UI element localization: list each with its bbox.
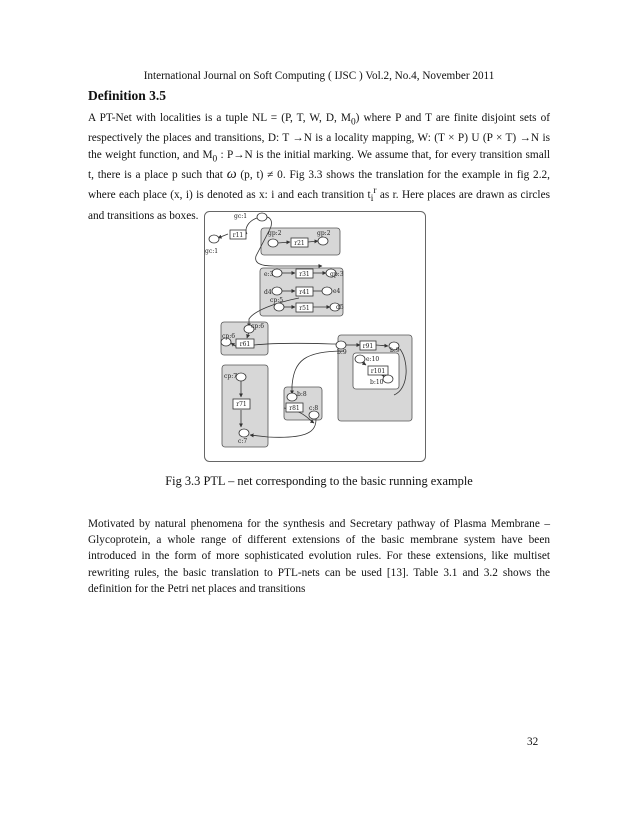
label-gp3: gp:3: [330, 271, 344, 278]
place-b8: [287, 393, 297, 401]
place-c8: [309, 411, 319, 419]
place-gp2-left: [268, 239, 278, 247]
label-r51: r51: [299, 305, 310, 312]
label-e10: e:10: [366, 356, 380, 363]
place-e3: [272, 269, 282, 277]
label-cp5: cp:5: [270, 297, 284, 304]
label-gp2-right: gp:2: [317, 230, 331, 237]
ptl-net-diagram: [204, 211, 426, 462]
figure-caption: Fig 3.3 PTL – net corresponding to the basic running example: [165, 474, 473, 488]
label-r31: r31: [299, 271, 310, 278]
place-gc1-top: [257, 213, 267, 221]
label-b10: b:10: [370, 379, 384, 386]
place-e10: [355, 355, 365, 363]
place-b9-left: [336, 341, 346, 349]
label-r71: r71: [236, 401, 247, 408]
label-gp2-left: gp:2: [268, 230, 282, 237]
place-gp2-right: [318, 237, 328, 245]
label-cp6-left: cp:6: [222, 333, 236, 340]
label-cp7: cp:7: [224, 373, 238, 380]
label-d5: d5: [336, 304, 344, 311]
label-r81: r81: [289, 405, 300, 412]
label-c8: c:8: [309, 405, 319, 412]
journal-header: International Journal on Soft Computing ( IJSC ) Vol.2, No.4, November 2011: [143, 70, 495, 82]
label-c7: c:7: [238, 438, 248, 445]
label-gc1-top: gc:1: [234, 213, 248, 220]
place-e4: [322, 287, 332, 295]
label-d4: d4: [264, 289, 272, 296]
label-b9-right: b:9: [390, 347, 400, 354]
label-r41: r41: [299, 289, 310, 296]
body-paragraph: Motivated by natural phenomena for the synthesis and Secretary pathway of Plasma Membrane – Glycoprotein, a whole range of different extensions of the basic membrane system have been introduced in the form of more sophisticated evolution rules. For these extensions, like multiset rewriting rules, the basic translation to PTL-nets can be used [13]. Table 3.1 and 3.2 shows the definition for the Petri net places and transitions: [88, 518, 550, 595]
section-heading: Definition 3.5: [88, 88, 167, 103]
label-b8: b:8: [297, 391, 307, 398]
label-gc1-left: gc:1: [205, 248, 219, 255]
label-e4: e4: [333, 288, 341, 295]
label-r21: r21: [294, 240, 305, 247]
label-r91: r91: [362, 343, 374, 350]
label-r61: r61: [239, 341, 251, 348]
page-number: 32: [527, 736, 539, 748]
place-d5: [274, 303, 284, 311]
label-cp6-top: cp:6: [251, 323, 265, 330]
definition-paragraph: A PT-Net with localities is a tuple NL = (P, T, W, D, $M_0$) where P and T are finite disjoint sets of respectively the places and transitions, D: T →N is a locality mapping, W: (T × P) U (P × T) →N is the weight function, and $M_0$ : P→N is the initial marking. We assume that, for every transition small t, there is a place p such that ω (p, t) ≠ 0. Fig 3.3 shows the translation for the example in fig 2.2, where each place (x, i) is denoted as x: i and each transition $t_i^r$ as r. Here places are drawn as circles and transitions as boxes.: [88, 112, 551, 222]
place-gc1-left: [209, 235, 219, 243]
label-b9-left: b:9: [337, 349, 347, 356]
label-e3: e:3: [264, 271, 274, 278]
place-c7: [239, 429, 249, 437]
place-cp7: [236, 373, 246, 381]
label-r11: r11: [232, 232, 244, 239]
place-b10: [383, 375, 393, 383]
label-r101: r101: [370, 368, 386, 375]
place-d4: [272, 287, 282, 295]
